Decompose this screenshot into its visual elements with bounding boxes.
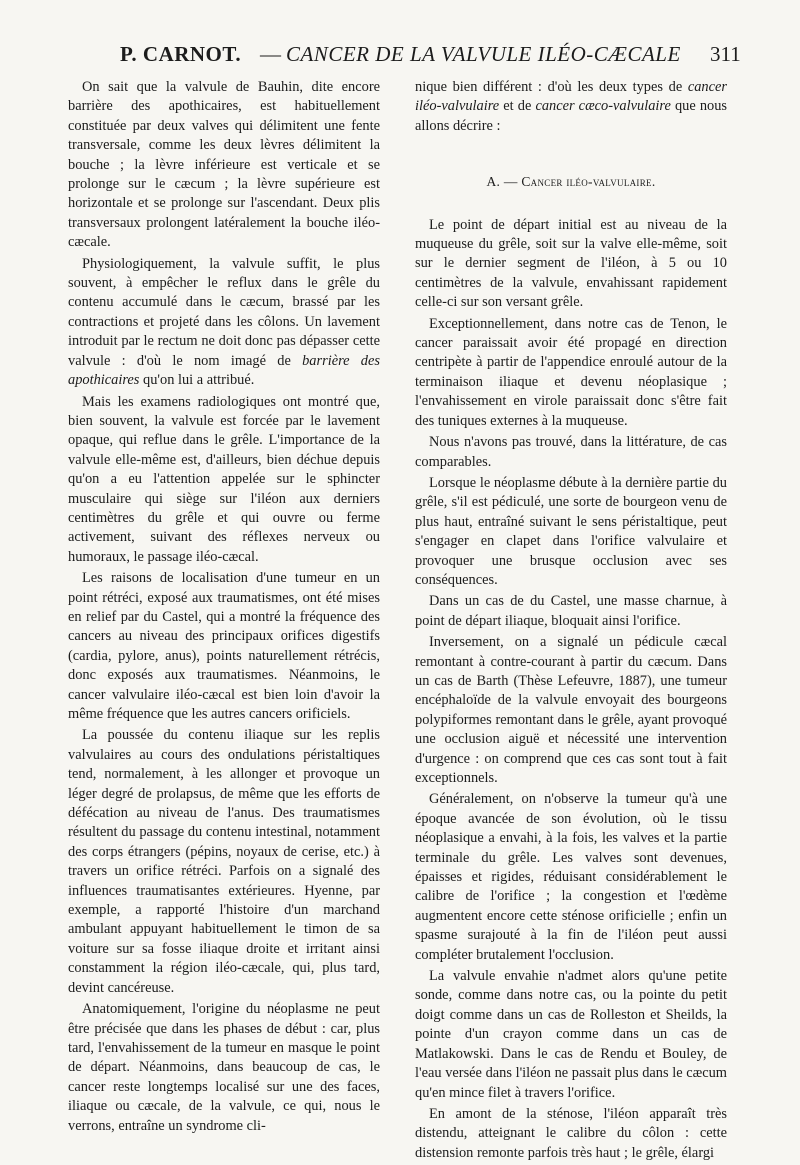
paragraph: Les raisons de localisation d'une tumeur en un point rétréci, exposé aux traumatismes, ont été mises en relief par du Castel, qui a montré la fréquence des cancers au niveau des principaux orifices digestifs (cardia, pylore, anus), points naturellement rétrécis, donc exposés aux traumatismes. Néanmoins, le cancer valvulaire iléo-cæcal est bien loin d'avoir la même fréquence que les autres cancers orificiels. <box>68 570 380 722</box>
text-run: qu'on lui a attribué. <box>139 372 255 389</box>
text-run: Physiologiquement, la valvule suffit, le plus souvent, à empêcher le reflux dans le grêle du contenu accumulé dans le cæcum, brassé par les contractions et projeté dans les côlons. Un lavement introduit par le rectum ne doit donc pas dépasser cette valvule : d'où le nom imagé de <box>68 255 380 369</box>
running-header <box>110 40 760 74</box>
section-heading <box>415 172 727 191</box>
text-run: et de <box>499 98 536 115</box>
paragraph: Le point de départ initial est au niveau de la muqueuse du grêle, soit sur la valve elle-même, soit sur le dernier segment de l'iléon, à 5 ou 10 centimètres de la valvule, envahissant rapidement celle-ci sur son versant grêle. <box>415 216 727 311</box>
text-run: nique bien différent : d'où les deux types de <box>415 79 688 95</box>
paragraph: Généralement, on n'observe la tumeur qu'à une époque avancée de son évolution, où le tissu néoplasique a envahi, à la fois, les valves et la partie terminale du grêle. Les valves sont devenues, épaisses et rigides, réduisant considérablement le calibre de l'orifice ; la congestion et l'œdème augmentent encore cette sténose orificielle ; enfin un spasme surajouté à la fin de l'iléon peut aussi compléter brutalement l'occlusion. <box>415 791 727 963</box>
header-author: P. CARNOT. <box>120 42 242 66</box>
paragraph: En amont de la sténose, l'iléon apparaît très distendu, atteignant le calibre du côlon : cette distension remonte parfois très haut ; le grêle, élargi <box>415 1105 727 1161</box>
header-title: CANCER DE LA VALVULE ILÉO-CÆCALE <box>286 42 681 66</box>
section-title: Cancer iléo-valvulaire. <box>521 174 656 190</box>
section-prefix: A. — <box>486 174 522 190</box>
page-number: 311 <box>710 42 741 66</box>
paragraph: La valvule envahie n'admet alors qu'une petite sonde, comme dans notre cas, ou la pointe du petit doigt comme dans un cas de Rolleston et Sheilds, la pointe d'un crayon comme dans un cas de Matlakowski. Dans le cas de Rendu et Bouley, de l'eau versée dans l'iléon ne passait plus dans le cæcum qu'en mince filet à travers l'orifice. <box>415 968 727 1101</box>
paragraph: Anatomiquement, l'origine du néoplasme ne peut être précisée que dans les phases de début : car, plus tard, l'envahissement de la tumeur en masque le point de départ. Néanmoins, dans beaucoup de cas, le cancer reste longtemps localisé sur une des faces, iliaque ou cæcale, de la valvule, ce qui, nous le verrons, entraîne un syndrome cli- <box>68 1001 380 1134</box>
paragraph: Inversement, on a signalé un pédicule cæcal remontant à contre-courant à partir du cæcum. Dans un cas de Barth (Thèse Lefeuvre, 1887), une tumeur encéphaloïde de la valvule envoyait des bourgeons polypiformes remontant dans le grêle, ayant provoqué une occlusion aiguë et nécessité une intervention d'urgence : on comprend que ces cas sont tout à fait exceptionnels. <box>415 634 727 786</box>
paragraph: Mais les examens radiologiques ont montré que, bien souvent, la valvule est forcée par le lavement opaque, qui reflue dans le grêle. L'importance de la valvule elle-même est, d'ailleurs, bien déchue depuis qu'on a eu l'attention appelée sur le sphincter musculaire qui siège sur l'iléon aux derniers centimètres du grêle et qui ouvre ou ferme activement, suivant des réflexes nerveux ou humoraux, le passage iléo-cæcal. <box>68 393 380 565</box>
paragraph <box>68 255 380 391</box>
italic-term: barrière des apothicaires <box>68 352 380 389</box>
text-run: que nous allons décrire : <box>415 98 728 134</box>
right-column <box>415 78 727 1165</box>
paragraph: Lorsque le néoplasme débute à la dernière partie du grêle, s'il est pédiculé, une sorte de bourgeon venu de plus haut, entraîné suivant le sens péristaltique, peut s'engager en clapet dans l'orifice valvulaire et provoquer une brusque occlusion avec ses conséquences. <box>415 474 727 588</box>
paragraph-continued <box>415 78 727 136</box>
header-dash: — <box>260 42 281 66</box>
paragraph: Exceptionnellement, dans notre cas de Tenon, le cancer paraissait avoir été propagé en direction centripète à partir de l'appendice enroulé autour de la terminaison iliaque et devenu néoplasique ; l'envahissement en virole paraissait donc s'être fait des tuniques externes à la muqueuse. <box>415 315 727 429</box>
italic-term: cancer iléo-valvulaire <box>415 79 727 115</box>
paragraph: La poussée du contenu iliaque sur les replis valvulaires au cours des ondulations péristaltiques tend, normalement, à les allonger et provoque un léger degré de prolapsus, de même que les efforts de défécation au niveau de l'anus. Des traumatismes résultent du passage du contenu intestinal, notamment des corps étrangers (pépins, noyaux de cerise, etc.) à travers un orifice rétréci. Parfois on a signalé des influences traumatisantes extérieures. Hyenne, par exemple, a rapporté l'histoire d'un marchand ambulant appuyant habituellement le timon de sa voiture sur sa fosse iliaque droite et irritant ainsi constamment la région iléo-cæcale, qui, plus tard, devint cancéreuse. <box>68 727 380 996</box>
paragraph: On sait que la valvule de Bauhin, dite encore barrière des apothicaires, est habituellement constituée par deux valves qui délimitent une fente transversale, comme les deux lèvres délimitent la bouche ; la lèvre inférieure est verticale et se prolonge sur le cæcum ; la lèvre supérieure est horizontale et se prolonge sur l'ascendant. Deux plis transversaux prolongent latéralement la bouche iléo-cæcale. <box>68 79 380 251</box>
left-column <box>68 78 380 1138</box>
paragraph: Nous n'avons pas trouvé, dans la littérature, de cas comparables. <box>415 434 727 470</box>
paragraph: Dans un cas de du Castel, une masse charnue, à point de départ iliaque, bloquait ainsi l'orifice. <box>415 593 727 629</box>
italic-term: cancer cæco-valvulaire <box>535 98 671 115</box>
